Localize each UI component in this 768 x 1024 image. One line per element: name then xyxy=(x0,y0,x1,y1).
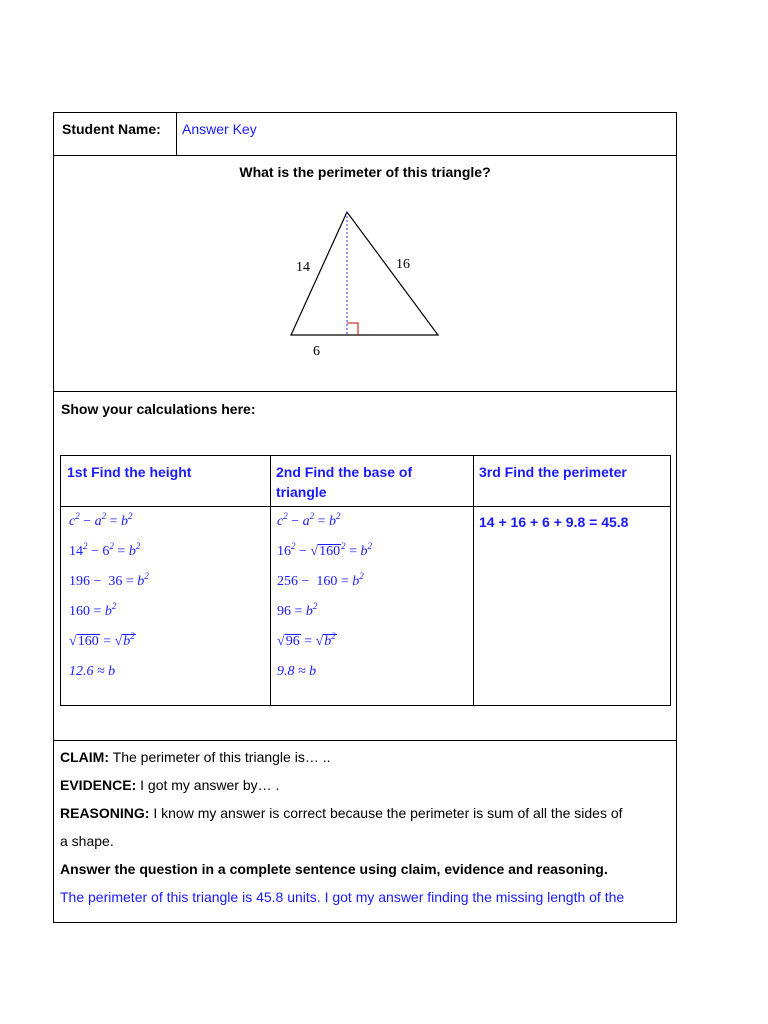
col2-eq-2: $16^2 - √160^2 = b^2$ xyxy=(277,541,372,559)
row3-bottom-line xyxy=(54,740,676,741)
col2-eq-3: $256 - 160 = b^2$ xyxy=(277,571,364,589)
col2-title: 2nd Find the base of triangle xyxy=(276,464,413,500)
row1-divider xyxy=(176,113,177,155)
triangle-shape xyxy=(291,212,438,335)
row2-bottom-line xyxy=(54,391,676,392)
base-label: 6 xyxy=(313,344,320,359)
claim-text: The perimeter of this triangle is… .. xyxy=(112,749,331,765)
calc-table xyxy=(60,455,671,706)
calc-header-line xyxy=(61,506,670,507)
col1-eq-3: $196 - 36 = b^2$ xyxy=(69,571,149,589)
evidence-line xyxy=(60,771,279,799)
col2-eq-6: 9.8 ≈ b xyxy=(277,664,317,679)
calc-col-divider-2 xyxy=(473,456,474,705)
calc-heading: Show your calculations here: xyxy=(61,401,256,417)
triangle-diagram xyxy=(274,201,454,361)
reasoning-continuation: a shape. xyxy=(60,833,114,849)
col3-perimeter-eq: 14 + 16 + 6 + 9.8 = 45.8 xyxy=(479,514,629,530)
col3-title: 3rd Find the perimeter xyxy=(479,464,627,480)
claim-line xyxy=(60,743,331,771)
col1-eq-2: $14^2 - 6^2 = b^2$ xyxy=(69,541,141,559)
row1-bottom-line xyxy=(54,155,676,156)
worksheet-table xyxy=(53,112,677,923)
col1-eq-4: $160 = b^2$ xyxy=(69,601,117,619)
calc-col-divider-1 xyxy=(270,456,271,705)
answer-sentence: The perimeter of this triangle is 45.8 units. I got my answer finding the missing length of the xyxy=(60,889,625,905)
reasoning-text: I know my answer is correct because the perimeter is sum of all the sides of xyxy=(153,805,623,821)
col1-title: 1st Find the height xyxy=(67,464,192,480)
col1-eq-1: $c^2 - a^2 = b^2$ xyxy=(69,511,133,529)
evidence-text: I got my answer by… . xyxy=(140,777,280,793)
col2-eq-1: $c^2 - a^2 = b^2$ xyxy=(277,511,341,529)
instruction-text: Answer the question in a complete sentence using claim, evidence and reasoning. xyxy=(60,861,608,877)
col2-eq-4: $96 = b^2$ xyxy=(277,601,318,619)
question-text: What is the perimeter of this triangle? xyxy=(239,164,491,180)
right-side-label: 16 xyxy=(396,257,410,272)
claim-label: CLAIM: xyxy=(60,749,109,765)
left-side-label: 14 xyxy=(296,260,310,275)
student-name-value: Answer Key xyxy=(182,121,257,137)
reasoning-line xyxy=(60,799,623,827)
reasoning-label: REASONING: xyxy=(60,805,150,821)
col2-eq-5: $√96 = √b^2$ xyxy=(277,631,336,649)
right-angle-marker xyxy=(347,323,358,335)
col1-eq-5: $√160 = √b^2$ xyxy=(69,631,135,649)
student-name-label: Student Name: xyxy=(62,121,161,137)
col1-eq-6: 12.6 ≈ b xyxy=(69,664,116,679)
evidence-label: EVIDENCE: xyxy=(60,777,137,793)
